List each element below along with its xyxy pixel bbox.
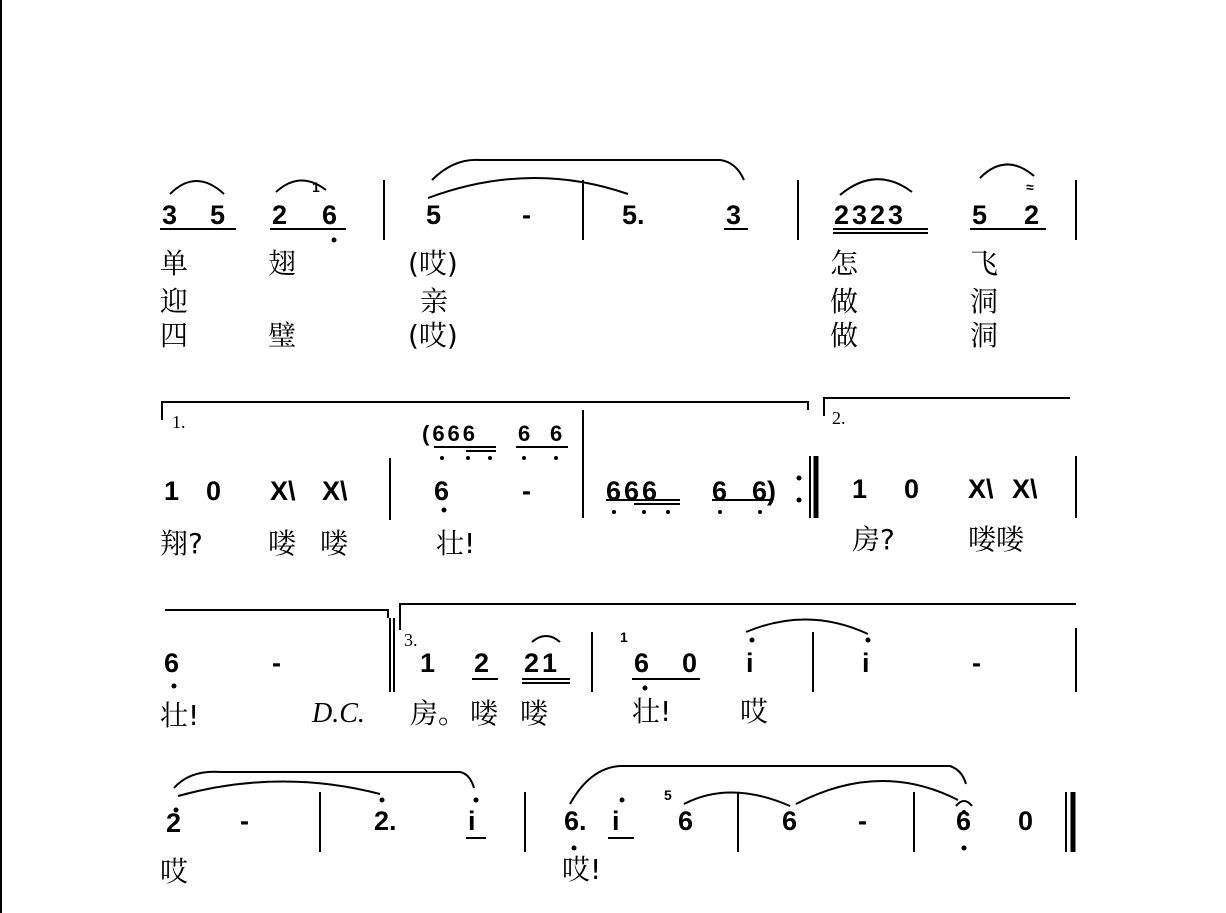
lyric: 做 (830, 319, 859, 352)
note: - (522, 200, 531, 230)
note: - (858, 806, 867, 836)
note: 3 (726, 200, 742, 230)
lyric: 哎 (740, 695, 769, 728)
lyric: 飞 (970, 247, 999, 280)
lyric: 四 (160, 319, 189, 352)
note: 2 (272, 200, 288, 230)
lyric: (哎) (408, 319, 458, 352)
lyric: 喽 (470, 697, 499, 730)
dc-marking: D.C. (312, 698, 365, 729)
lyric: (哎) (408, 247, 458, 280)
note: 0 (682, 648, 698, 678)
note: 0 (206, 476, 222, 506)
note-group: 21 (524, 648, 561, 678)
note-group: 666 (606, 476, 661, 506)
note: X\ (1012, 474, 1038, 504)
note: 1 (420, 648, 436, 678)
note: i (862, 648, 870, 678)
note: 2. (374, 806, 397, 836)
volta-label: 1. (172, 412, 186, 432)
note-group: 2323 (834, 200, 907, 230)
lyric: 亲 (420, 285, 449, 318)
note: - (272, 648, 281, 678)
lyric: 翅 (268, 247, 297, 280)
grace-note: 1 (312, 179, 320, 195)
lyric: 璧 (268, 319, 297, 352)
note: 6 (164, 648, 180, 678)
lyric: 喽 (268, 527, 297, 560)
lyric: 哎 (160, 855, 189, 888)
lyric: 壮! (436, 527, 476, 560)
note: 6) (752, 476, 777, 506)
volta-label: 2. (832, 408, 846, 428)
note: 1 (852, 474, 868, 504)
note: 6 (322, 200, 338, 230)
note: 6 (678, 806, 694, 836)
note-group: (666 (422, 421, 479, 446)
note: - (972, 648, 981, 678)
note: 5 (210, 200, 226, 230)
note: 6 (550, 421, 563, 446)
note: X\ (968, 474, 994, 504)
lyric: 喽 (520, 697, 549, 730)
lyric: 壮! (160, 699, 200, 732)
grace-note: 5 (664, 787, 672, 803)
note: 2 (474, 648, 490, 678)
note: i (468, 806, 476, 836)
note: 2 (1024, 200, 1040, 230)
note: 6 (712, 476, 728, 506)
note: 1 (164, 476, 180, 506)
lyric: 哎! (562, 853, 602, 886)
lyric: 怎 (830, 247, 859, 280)
note: 5. (622, 200, 645, 230)
lyric: 房? (852, 523, 895, 556)
lyric: 做 (830, 285, 859, 318)
note: 6 (518, 421, 531, 446)
note: 0 (1018, 806, 1034, 836)
note: - (522, 476, 531, 506)
lyric: 喽喽 (968, 523, 1025, 556)
note: 6. (564, 806, 587, 836)
volta-label: 3. (404, 630, 418, 650)
lyric: 喽 (320, 527, 349, 560)
lyric: 翔? (160, 527, 203, 560)
note: i (612, 806, 620, 836)
lyric: 迎 (160, 285, 189, 318)
trill-icon: ≈ (1026, 179, 1034, 195)
note: 5 (972, 200, 988, 230)
note: i (746, 648, 754, 678)
note: 6 (956, 806, 972, 836)
note: 2 (166, 808, 182, 838)
note: 6 (434, 476, 450, 506)
grace-note: 1 (620, 629, 628, 645)
note: X\ (270, 476, 296, 506)
note: - (240, 806, 249, 836)
lyric: 洞 (970, 285, 999, 318)
lyric: 房。 (410, 697, 467, 730)
lyric: 壮! (632, 695, 672, 728)
lyric: 洞 (970, 319, 999, 352)
note: 6 (634, 648, 650, 678)
note: 0 (904, 474, 920, 504)
note: X\ (322, 476, 348, 506)
note: 5 (426, 200, 442, 230)
note: 3 (162, 200, 178, 230)
lyric: 单 (160, 247, 189, 280)
note: 6 (782, 806, 798, 836)
